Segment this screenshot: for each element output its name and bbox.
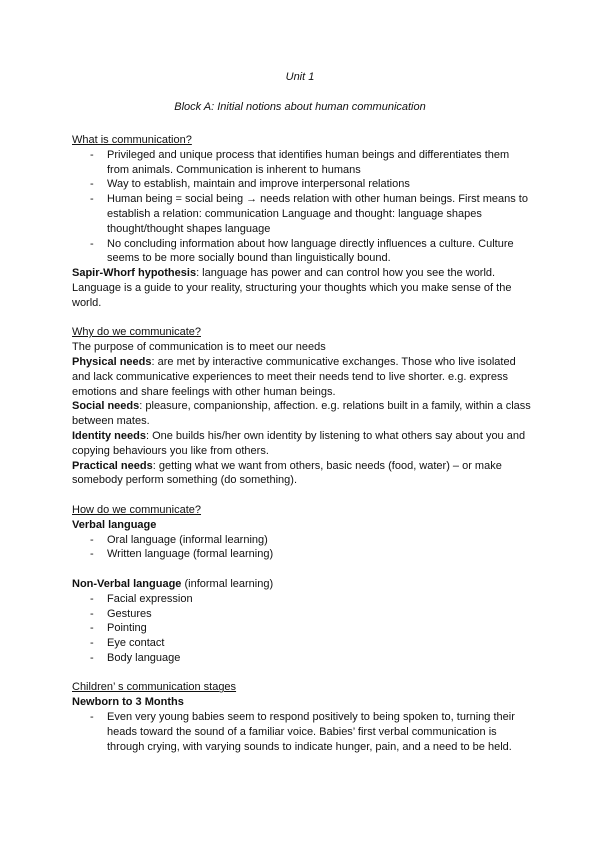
section-heading-how: How do we communicate?	[72, 503, 202, 516]
document-title: Unit 1	[285, 71, 315, 83]
practical-needs-text: : getting what we want from others, basic needs (food, water) – or make somebody perform something (do something).	[72, 459, 502, 487]
practical-needs-paragraph	[72, 459, 532, 489]
physical-needs-text: : are met by interactive communicative exchanges. Those who live isolated and lack communicative experiences to meet their needs tend to live shorter. e.g. express emotions and share feelings with other human beings.	[72, 355, 516, 398]
list-item: - No concluding information about how language directly influences a culture. Culture seems to be more socially bound than linguistically bound.	[72, 237, 532, 267]
nonverbal-suffix: (informal learning)	[181, 577, 274, 590]
list-item: - Even very young babies seem to respond positively to being spoken to, turning their heads toward the sound of a familiar voice. Babies’ first verbal communication is through crying, with varying sounds to indicate hunger, pain, and a need to be held.	[72, 710, 532, 754]
nonverbal-label	[72, 577, 532, 592]
social-needs-term: Social needs	[72, 400, 140, 413]
nonverbal-list	[72, 592, 532, 666]
list-item: - Oral language (informal learning)	[72, 533, 532, 548]
verbal-label-text: Verbal language	[72, 518, 157, 531]
verbal-label	[72, 518, 532, 533]
list-item: - Human being = social being → needs relation with other human beings. First means to establish a relation: communication Language and thought: language shapes thought/thought shapes language	[72, 192, 532, 236]
list-item: - Eye contact	[72, 636, 532, 651]
stage-list	[72, 710, 532, 754]
physical-needs-term: Physical needs	[72, 355, 152, 368]
stage-label-text: Newborn to 3 Months	[72, 696, 184, 709]
social-needs-text: : pleasure, companionship, affection. e.g. relations built in a family, within a class between mates.	[72, 400, 531, 428]
sapir-text: : language has power and can control how you see the world. Language is a guide to your reality, structuring your thoughts which you make sense of the world.	[72, 267, 512, 309]
identity-needs-paragraph	[72, 429, 532, 459]
section-heading-stages: Children’ s communication stages	[72, 681, 237, 694]
list-item: - Gestures	[72, 607, 532, 622]
sapir-paragraph	[72, 266, 532, 310]
what-list	[72, 148, 532, 266]
list-item: - Pointing	[72, 621, 532, 636]
list-item: - Privileged and unique process that identifies human beings and differentiates them from animals. Communication is inherent to humans	[72, 148, 532, 178]
document-body	[72, 133, 532, 754]
list-item: - Way to establish, maintain and improve interpersonal relations	[72, 177, 532, 192]
identity-needs-text: : One builds his/her own identity by listening to what others say about you and copying behaviours you like from others.	[72, 429, 526, 457]
sapir-term: Sapir-Whorf hypothesis	[72, 267, 197, 280]
identity-needs-term: Identity needs	[72, 429, 146, 442]
list-item: - Body language	[72, 651, 532, 666]
document-subtitle: Block A: Initial notions about human communication	[174, 101, 426, 113]
verbal-list	[72, 533, 532, 563]
section-heading-why: Why do we communicate?	[72, 326, 201, 339]
stage-label	[72, 695, 532, 710]
purpose-text: The purpose of communication is to meet our needs	[72, 341, 326, 354]
section-heading-what: What is communication?	[72, 134, 192, 146]
social-needs-paragraph	[72, 399, 532, 429]
list-item: - Facial expression	[72, 592, 532, 607]
practical-needs-term: Practical needs	[72, 459, 153, 472]
physical-needs-paragraph	[72, 355, 532, 399]
nonverbal-label-text: Non-Verbal language	[72, 577, 182, 590]
list-item: - Written language (formal learning)	[72, 547, 532, 562]
